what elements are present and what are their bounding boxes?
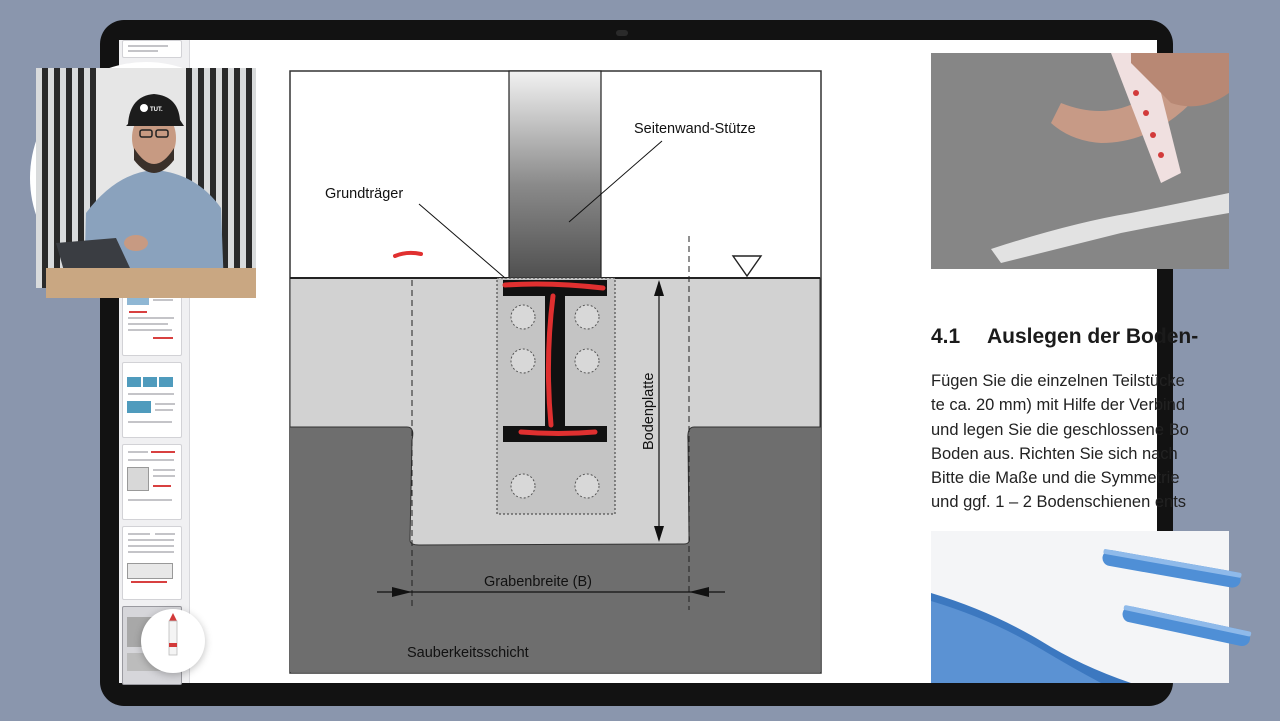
page-thumbnail[interactable]	[122, 40, 182, 58]
camera-notch	[616, 30, 628, 36]
foundation-cross-section-drawing	[289, 70, 822, 676]
body-line: und ggf. 1 – 2 Bodenschienen ents	[931, 493, 1187, 512]
body-line: Bitte die Maße und die Symmetrie	[931, 469, 1180, 488]
webcam-video	[36, 68, 256, 288]
label-grundtraeger: Grundträger	[325, 186, 404, 202]
cap-logo-text: TUT.	[150, 107, 163, 113]
webcam-overlay	[30, 62, 262, 294]
document-page	[191, 40, 1199, 683]
page-thumbnail[interactable]	[122, 526, 182, 600]
body-paragraph	[931, 369, 1251, 515]
page-thumbnail[interactable]	[122, 362, 182, 438]
body-line: und legen Sie die geschlossene Bo	[931, 420, 1189, 439]
photo-chalk-marking	[931, 53, 1229, 269]
label-grabenbreite: Grabenbreite (B)	[484, 574, 592, 590]
pencil-tool-button[interactable]	[141, 609, 205, 673]
label-bodenplatte: Bodenplatte	[641, 372, 657, 450]
body-line: Boden aus. Richten Sie sich nach	[931, 444, 1178, 463]
pencil-tool-icon	[141, 609, 205, 673]
body-line: te ca. 20 mm) mit Hilfe der Verbind	[931, 396, 1186, 415]
photo-blue-connectors	[931, 531, 1229, 683]
section-heading	[931, 325, 1231, 349]
tablet-screen	[119, 40, 1199, 683]
section-title: Auslegen der Boden-	[987, 325, 1199, 348]
page-thumbnail[interactable]	[122, 444, 182, 520]
body-line: Fügen Sie die einzelnen Teilstücke	[931, 372, 1185, 390]
label-seitenwand-stuetze: Seitenwand-Stütze	[634, 121, 756, 137]
label-sauberkeitsschicht: Sauberkeitsschicht	[407, 645, 529, 661]
section-number: 4.1	[931, 325, 961, 348]
